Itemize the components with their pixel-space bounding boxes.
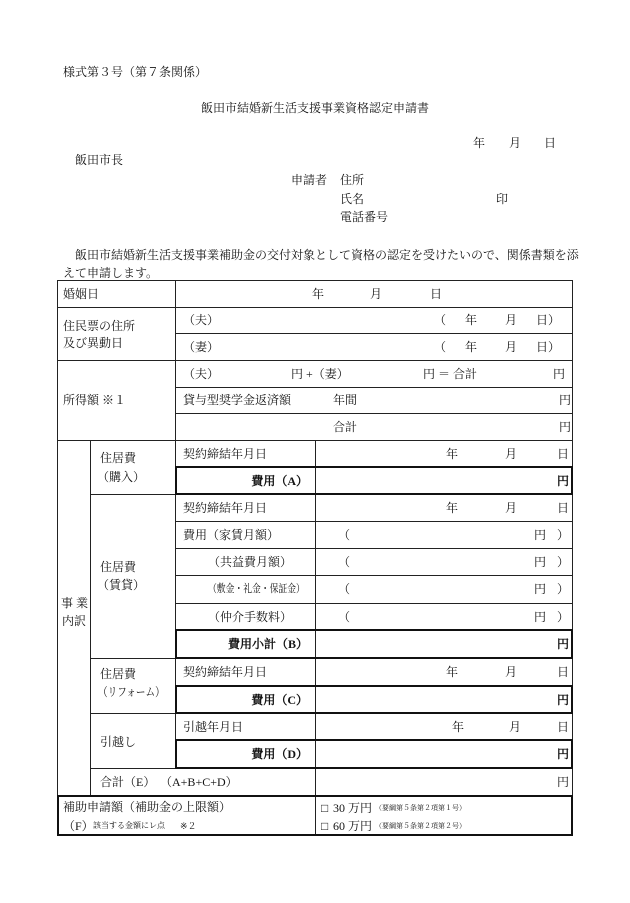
total-e-formula: （A+B+C+D）: [160, 775, 238, 789]
option-30-reference: （要綱第５条第２項第１号）: [375, 804, 466, 812]
brokerage-yen: 円 ）: [534, 610, 570, 624]
table-line: [175, 548, 573, 549]
moving-date-label: 引越年月日: [183, 720, 244, 734]
phone-label: 電話番号: [340, 210, 389, 224]
seal-mark: 印: [496, 192, 509, 206]
residence-husband-month: 月: [505, 313, 518, 327]
brokerage-label: （仲介手数料）: [208, 610, 293, 624]
table-line: [57, 307, 573, 308]
table-line: [175, 603, 573, 604]
cost-b-label: 費用小計（B）: [227, 637, 308, 651]
residence-wife-year: 年: [465, 340, 478, 354]
header-date-day: 日: [544, 136, 557, 150]
rental-year: 年: [446, 501, 459, 515]
cost-a-label: 費用（A）: [251, 474, 308, 488]
table-line: [175, 387, 573, 388]
breakdown-label-2: 内訳: [62, 614, 87, 628]
cost-c-yen: 円: [557, 693, 570, 707]
moving-label: 引越し: [100, 735, 137, 749]
rent-monthly-yen: 円 ）: [534, 528, 570, 542]
common-fee-yen: 円 ）: [534, 555, 570, 569]
cost-b-yen: 円: [557, 637, 570, 651]
scholarship-total-yen: 円: [559, 420, 572, 434]
cost-c-label: 費用（C）: [251, 693, 308, 707]
subsidy-note: 該当する金額にレ点: [93, 821, 165, 830]
residence-wife-paren: （: [434, 340, 447, 354]
scholarship-label: 貸与型奨学金返済額: [183, 393, 292, 407]
rental-label-2: （賃貸）: [97, 578, 146, 592]
subsidy-label: 補助申請額（補助金の上限額）: [63, 800, 232, 814]
total-e-yen: 円: [557, 775, 570, 789]
form-title: 飯田市結婚新生活支援事業資格認定申請書: [200, 101, 429, 115]
reform-year: 年: [446, 665, 459, 679]
intro-line-2: えて申請します。: [63, 266, 159, 280]
rent-monthly-label: 費用（家賃月額）: [183, 528, 280, 542]
form-number: 様式第３号（第７条関係）: [63, 65, 208, 79]
reform-month: 月: [505, 665, 518, 679]
purchase-contract-label: 契約締結年月日: [183, 447, 268, 461]
income-plus-wife: 円 +（妻）: [291, 367, 349, 381]
breakdown-label: 事 業: [61, 596, 89, 610]
table-line: [57, 360, 573, 361]
residence-husband-paren: （: [434, 313, 447, 327]
rental-label: 住居費: [100, 560, 137, 574]
purchase-year: 年: [446, 447, 459, 461]
purchase-label: 住居費: [100, 451, 137, 465]
subsidy-f-label: （F）: [63, 819, 94, 833]
total-e-label: 合計（E）: [100, 775, 156, 789]
brokerage-paren: （: [338, 610, 351, 624]
table-line: [175, 333, 573, 334]
rent-monthly-paren: （: [338, 528, 351, 542]
table-line: [175, 575, 573, 576]
rental-month: 月: [505, 501, 518, 515]
moving-day: 日: [557, 720, 570, 734]
name-label: 氏名: [340, 192, 365, 206]
common-fee-paren: （: [338, 555, 351, 569]
residence-wife-month: 月: [505, 340, 518, 354]
checkbox-60[interactable]: □: [321, 819, 329, 833]
cost-d-yen: 円: [557, 747, 570, 761]
checkbox-30[interactable]: □: [321, 801, 329, 815]
moving-month: 月: [509, 720, 522, 734]
reform-day: 日: [557, 665, 570, 679]
residence-label: 住民票の住所: [63, 319, 136, 333]
residence-husband: （夫）: [183, 313, 220, 327]
table-line: [175, 521, 573, 522]
rental-contract-label: 契約締結年月日: [183, 501, 268, 515]
scholarship-annual: 年間: [333, 393, 358, 407]
reform-label: 住居費: [100, 667, 137, 681]
option-60-amount: 60 万円: [333, 819, 373, 833]
scholarship-yen: 円: [559, 393, 572, 407]
table-line: [175, 280, 176, 440]
cost-a-yen: 円: [557, 474, 570, 488]
table-line: [90, 440, 91, 796]
income-equals-total: 円 ＝ 合計: [423, 367, 478, 381]
reform-contract-label: 契約締結年月日: [183, 665, 268, 679]
subsidy-note-ref: ※２: [180, 821, 197, 831]
residence-husband-year: 年: [465, 313, 478, 327]
cost-d-label: 費用（D）: [251, 747, 308, 761]
option-60-reference: （要綱第５条第２項第２号）: [375, 822, 466, 830]
deposit-paren: （: [338, 582, 351, 596]
table-line: [175, 413, 573, 414]
header-date-year: 年: [473, 136, 486, 150]
residence-label-2: 及び異動日: [63, 336, 124, 350]
applicant-label: 申請者: [291, 173, 328, 187]
address-label: 住所: [340, 173, 365, 187]
addressee: 飯田市長: [75, 153, 124, 167]
rental-day: 日: [557, 501, 570, 515]
marriage-date-label: 婚姻日: [63, 287, 100, 301]
residence-wife-day: 日）: [536, 340, 561, 354]
common-fee-label: （共益費月額）: [208, 555, 293, 569]
intro-line-1: 飯田市結婚新生活支援事業補助金の交付対象として資格の認定を受けたいので、関係書類を添: [75, 248, 579, 262]
scholarship-total: 合計: [333, 420, 358, 434]
marriage-month: 月: [370, 287, 383, 301]
marriage-year: 年: [312, 287, 325, 301]
moving-year: 年: [452, 720, 465, 734]
reform-label-2: （リフォーム）: [98, 685, 165, 699]
option-30-amount: 30 万円: [333, 801, 373, 815]
marriage-day: 日: [430, 287, 443, 301]
deposit-label: （敷金・礼金・保証金）: [208, 583, 305, 595]
header-date-month: 月: [509, 136, 522, 150]
purchase-month: 月: [505, 447, 518, 461]
deposit-yen: 円 ）: [534, 582, 570, 596]
income-total-yen: 円: [553, 367, 566, 381]
income-label: 所得額 ※１: [63, 393, 127, 407]
residence-wife: （妻）: [183, 340, 220, 354]
purchase-label-2: （購入）: [97, 470, 146, 484]
purchase-day: 日: [557, 447, 570, 461]
income-husband: （夫）: [183, 367, 220, 381]
residence-husband-day: 日）: [536, 313, 561, 327]
